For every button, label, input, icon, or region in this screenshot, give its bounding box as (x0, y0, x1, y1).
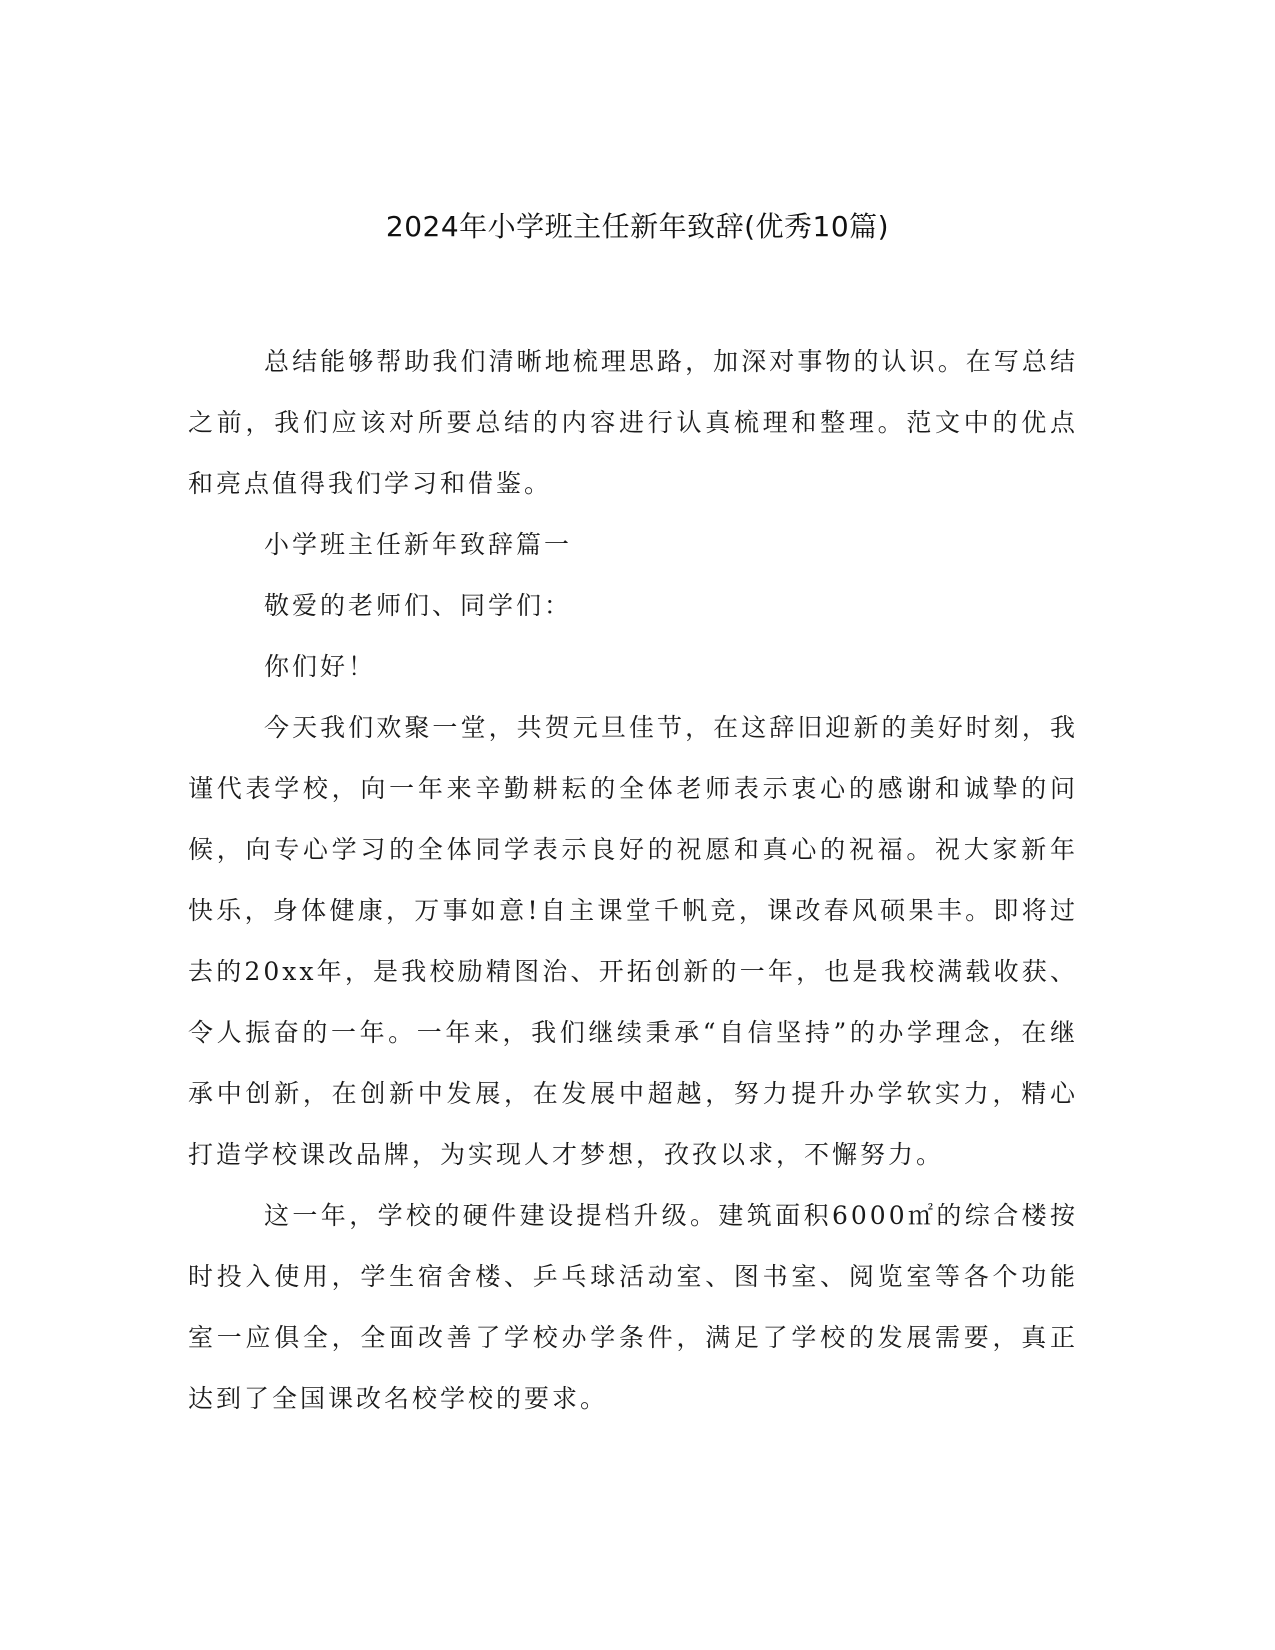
body-paragraph: 这一年，学校的硬件建设提档升级。建筑面积6000㎡的综合楼按时投入使用，学生宿舍楼、乒乓球活动室、图书室、阅览室等各个功能室一应俱全，全面改善了学校办学条件，满足了学校的发展需要，真正达到了全国课改名校学校的要求。 (188, 1201, 1078, 1413)
document-body (188, 331, 1078, 1429)
document-title: 2024年小学班主任新年致辞(优秀10篇) (385, 210, 890, 243)
body-paragraph: 今天我们欢聚一堂，共贺元旦佳节，在这辞旧迎新的美好时刻，我谨代表学校，向一年来辛勤耕耘的全体老师表示衷心的感谢和诚挚的问候，向专心学习的全体同学表示良好的祝愿和真心的祝福。祝大家新年快乐，身体健康，万事如意!自主课堂千帆竞，课改春风硕果丰。即将过去的20xx年，是我校励精图治、开拓创新的一年，也是我校满载收获、令人振奋的一年。一年来，我们继续秉承“自信坚持”的办学理念，在继承中创新，在创新中发展，在发展中超越，努力提升办学软实力，精心打造学校课改品牌，为实现人才梦想，孜孜以求，不懈努力。 (188, 713, 1078, 1169)
greeting: 你们好！ (264, 652, 377, 681)
section-heading: 小学班主任新年致辞篇一 (264, 530, 573, 559)
intro-paragraph: 总结能够帮助我们清晰地梳理思路，加深对事物的认识。在写总结之前，我们应该对所要总结的内容进行认真梳理和整理。范文中的优点和亮点值得我们学习和借鉴。 (188, 347, 1078, 498)
salutation: 敬爱的老师们、同学们： (264, 591, 573, 620)
